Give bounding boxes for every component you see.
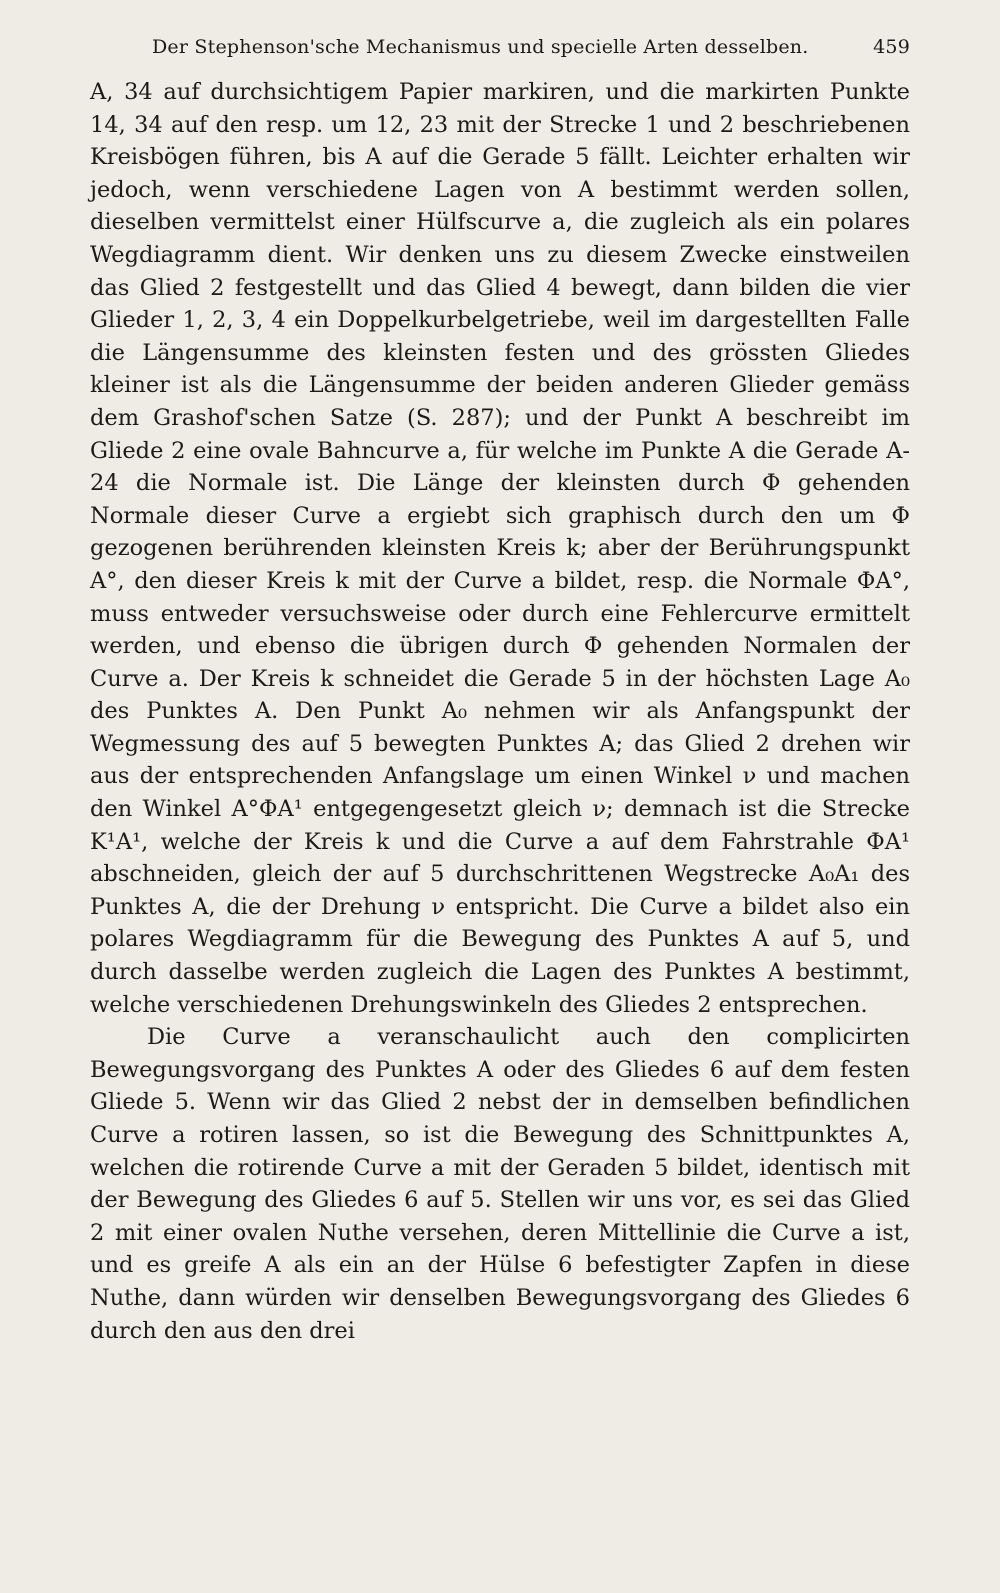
- paragraph: A, 34 auf durchsichtigem Papier markiren, und die markirten Punkte 14, 34 auf den resp. um 12, 23 mit der Strecke 1 und 2 beschriebenen Kreisbögen führen, bis A auf die Gerade 5 fällt. Leichter erhalten wir jedoch, wenn verschiedene Lagen von A bestimmt werden sollen, dieselben vermittelst einer Hülfscurve a, die zugleich als ein polares Wegdiagramm dient. Wir denken uns zu diesem Zwecke einstweilen das Glied 2 festgestellt und das Glied 4 bewegt, dann bilden die vier Glieder 1, 2, 3, 4 ein Doppelkurbelgetriebe, weil im dargestellten Falle die Längensumme des kleinsten festen und des grössten Gliedes kleiner ist als die Längensumme der beiden anderen Glieder gemäss dem Grashof'schen Satze (S. 287); und der Punkt A beschreibt im Gliede 2 eine ovale Bahncurve a, für welche im Punkte A die Gerade A-24 die Normale ist. Die Länge der kleinsten durch Φ gehenden Normale dieser Curve a ergiebt sich graphisch durch den um Φ gezogenen berührenden kleinsten Kreis k; aber der Berührungspunkt A°, den dieser Kreis k mit der Curve a bildet, resp. die Normale ΦA°, muss entweder versuchsweise oder durch eine Fehlercurve ermittelt werden, und ebenso die übrigen durch Φ gehenden Normalen der Curve a. Der Kreis k schneidet die Gerade 5 in der höchsten Lage A₀ des Punktes A. Den Punkt A₀ nehmen wir als Anfangspunkt der Wegmessung des auf 5 bewegten Punktes A; das Glied 2 drehen wir aus der entsprechenden Anfangslage um einen Winkel ν und machen den Winkel A°ΦA¹ entgegengesetzt gleich ν; demnach ist die Strecke K¹A¹, welche der Kreis k und die Curve a auf dem Fahrstrahle ΦA¹ abschneiden, gleich der auf 5 durchschrittenen Wegstrecke A₀A₁ des Punktes A, die der Drehung ν entspricht. Die Curve a bildet also ein polares Wegdiagramm für die Bewegung des Punktes A auf 5, und durch dasselbe werden zugleich die Lagen des Punktes A bestimmt, welche verschiedenen Drehungswinkeln des Gliedes 2 entsprechen.: [90, 79, 910, 1018]
- page-number: 459: [873, 36, 910, 58]
- page-header: [152, 36, 910, 58]
- paragraph: Die Curve a veranschaulicht auch den complicirten Bewegungsvorgang des Punktes A oder des Gliedes 6 auf dem festen Gliede 5. Wenn wir das Glied 2 nebst der in demselben befindlichen Curve a rotiren lassen, so ist die Bewegung des Schnittpunktes A, welchen die rotirende Curve a mit der Geraden 5 bildet, identisch mit der Bewegung des Gliedes 6 auf 5. Stellen wir uns vor, es sei das Glied 2 mit einer ovalen Nuthe versehen, deren Mittellinie die Curve a ist, und es greife A als ein an der Hülse 6 befestigter Zapfen in diese Nuthe, dann würden wir denselben Bewegungsvorgang des Gliedes 6 durch den aus den drei: [90, 1024, 910, 1344]
- running-title: Der Stephenson'sche Mechanismus und specielle Arten desselben.: [152, 36, 809, 58]
- body-text: [90, 76, 910, 1347]
